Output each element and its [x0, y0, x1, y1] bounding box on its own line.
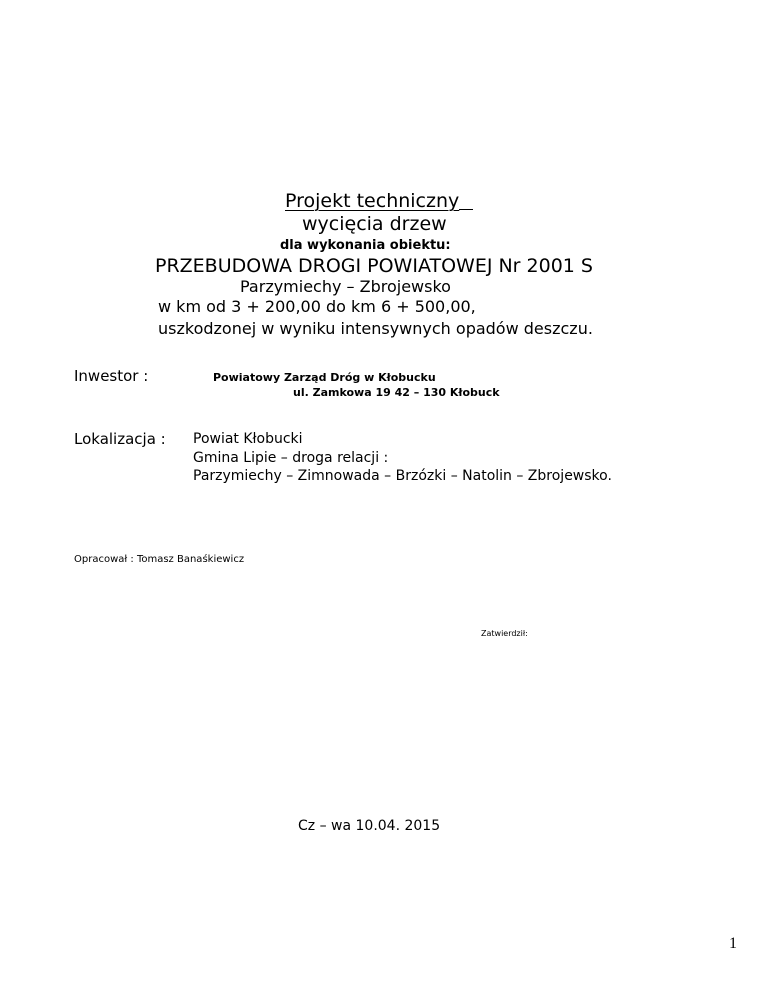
investor-address: ul. Zamkowa 19 42 – 130 Kłobuck [293, 386, 500, 399]
prepared-by: Opracował : Tomasz Banaśkiewicz [74, 554, 245, 565]
project-km-range: w km od 3 + 200,00 do km 6 + 500,00, [158, 297, 476, 316]
document-title: Projekt techniczny [285, 190, 473, 212]
page-number: 1 [729, 935, 737, 952]
investor-name: Powiatowy Zarząd Dróg w Kłobucku [213, 371, 436, 384]
location-commune: Gmina Lipie – droga relacji : [193, 450, 389, 466]
approved-by: Zatwierdził: [481, 629, 528, 638]
location-label: Lokalizacja : [74, 430, 166, 448]
project-reason: uszkodzonej w wyniku intensywnych opadów deszczu. [158, 319, 593, 338]
document-subtitle: dla wykonania obiektu: [280, 238, 451, 253]
document-title-line-2: wycięcia drzew [302, 213, 447, 235]
location-route: Parzymiechy – Zimnowada – Brzózki – Natolin – Zbrojewsko. [193, 468, 612, 484]
place-date: Cz – wa 10.04. 2015 [298, 818, 441, 834]
investor-label: Inwestor : [74, 367, 149, 385]
project-route: Parzymiechy – Zbrojewsko [240, 277, 451, 296]
location-county: Powiat Kłobucki [193, 431, 303, 447]
project-name: PRZEBUDOWA DROGI POWIATOWEJ Nr 2001 S [155, 255, 593, 277]
